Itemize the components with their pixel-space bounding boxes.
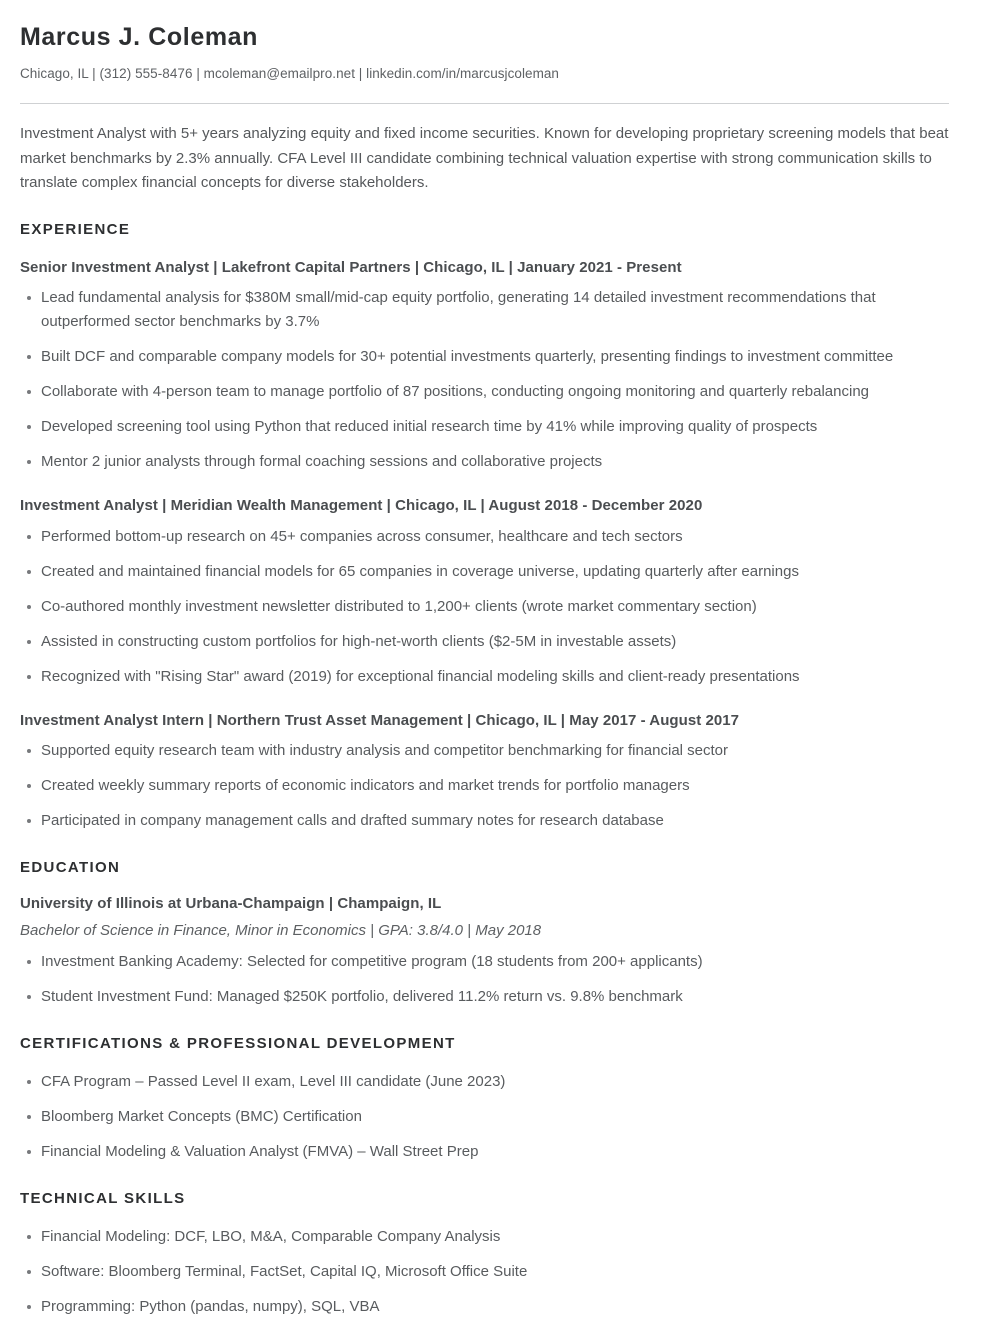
list-item: CFA Program – Passed Level II exam, Level III candidate (June 2023) — [20, 1070, 949, 1094]
job-bullet-list — [20, 286, 949, 474]
list-item: Assisted in constructing custom portfolios for high-net-worth clients ($2-5M in investable assets) — [20, 630, 949, 654]
list-item: Performed bottom-up research on 45+ companies across consumer, healthcare and tech sectors — [20, 525, 949, 549]
certifications-entry — [20, 1070, 949, 1164]
list-item: Collaborate with 4-person team to manage portfolio of 87 positions, conducting ongoing monitoring and quarterly rebalancing — [20, 380, 949, 404]
list-item: Programming: Python (pandas, numpy), SQL, VBA — [20, 1295, 949, 1319]
list-item: Created and maintained financial models for 65 companies in coverage universe, updating quarterly after earnings — [20, 560, 949, 584]
list-item: Software: Bloomberg Terminal, FactSet, Capital IQ, Microsoft Office Suite — [20, 1260, 949, 1284]
section-certifications — [20, 1035, 949, 1164]
certifications-bullet-list — [20, 1070, 949, 1164]
job-bullet-list — [20, 739, 949, 833]
list-item: Created weekly summary reports of economic indicators and market trends for portfolio managers — [20, 774, 949, 798]
section-title-education: EDUCATION — [20, 858, 121, 876]
list-item: Financial Modeling & Valuation Analyst (FMVA) – Wall Street Prep — [20, 1140, 949, 1164]
list-item: Developed screening tool using Python that reduced initial research time by 41% while improving quality of prospects — [20, 415, 949, 439]
section-title-experience: EXPERIENCE — [20, 221, 131, 239]
skills-entry — [20, 1225, 949, 1319]
contact-line: Chicago, IL | (312) 555-8476 | mcoleman@emailpro.net | linkedin.com/in/marcusjcoleman — [20, 66, 559, 81]
list-item: Recognized with "Rising Star" award (2019) for exceptional financial modeling skills and client-ready presentations — [20, 665, 949, 689]
list-item: Lead fundamental analysis for $380M small/mid-cap equity portfolio, generating 14 detailed investment recommendations that outperformed sector benchmarks by 3.7% — [20, 286, 949, 334]
experience-entry — [20, 496, 949, 688]
professional-summary: Investment Analyst with 5+ years analyzing equity and fixed income securities. Known for developing proprietary screening models that beat market benchmarks by 2.3% annually. CFA Level III candidate combining technical valuation expertise with strong communication skills to translate complex financial concepts for diverse stakeholders. — [20, 125, 949, 191]
section-education — [20, 859, 949, 1009]
list-item: Built DCF and comparable company models for 30+ potential investments quarterly, presenting findings to investment committee — [20, 345, 949, 369]
list-item: Investment Banking Academy: Selected for competitive program (18 students from 200+ applicants) — [20, 950, 949, 974]
header-divider — [20, 103, 949, 104]
list-item: Supported equity research team with industry analysis and competitor benchmarking for financial sector — [20, 739, 949, 763]
job-heading: Senior Investment Analyst | Lakefront Capital Partners | Chicago, IL | January 2021 - Present — [20, 259, 682, 277]
list-item: Bloomberg Market Concepts (BMC) Certification — [20, 1105, 949, 1129]
experience-entry — [20, 258, 949, 474]
section-experience — [20, 221, 949, 833]
list-item: Mentor 2 junior analysts through formal coaching sessions and collaborative projects — [20, 450, 949, 474]
candidate-name: Marcus J. Coleman — [20, 23, 259, 51]
job-heading: Investment Analyst Intern | Northern Trust Asset Management | Chicago, IL | May 2017 - August 2017 — [20, 711, 740, 729]
list-item: Student Investment Fund: Managed $250K portfolio, delivered 11.2% return vs. 9.8% benchmark — [20, 985, 949, 1009]
job-heading: Investment Analyst | Meridian Wealth Management | Chicago, IL | August 2018 - December 2020 — [20, 497, 703, 515]
degree-line: Bachelor of Science in Finance, Minor in Economics | GPA: 3.8/4.0 | May 2018 — [20, 922, 542, 940]
resume-header — [20, 22, 949, 84]
education-entry — [20, 894, 949, 1009]
list-item: Financial Modeling: DCF, LBO, M&A, Comparable Company Analysis — [20, 1225, 949, 1249]
school-name: University of Illinois at Urbana-Champaign | Champaign, IL — [20, 894, 442, 912]
experience-entry — [20, 711, 949, 833]
section-technical-skills — [20, 1190, 949, 1319]
education-bullet-list — [20, 950, 949, 1009]
job-bullet-list — [20, 525, 949, 689]
section-title-certifications: CERTIFICATIONS & PROFESSIONAL DEVELOPMENT — [20, 1034, 456, 1052]
list-item: Co-authored monthly investment newsletter distributed to 1,200+ clients (wrote market commentary section) — [20, 595, 949, 619]
section-title-technical-skills: TECHNICAL SKILLS — [20, 1189, 186, 1207]
skills-bullet-list — [20, 1225, 949, 1319]
list-item: Participated in company management calls and drafted summary notes for research database — [20, 809, 949, 833]
